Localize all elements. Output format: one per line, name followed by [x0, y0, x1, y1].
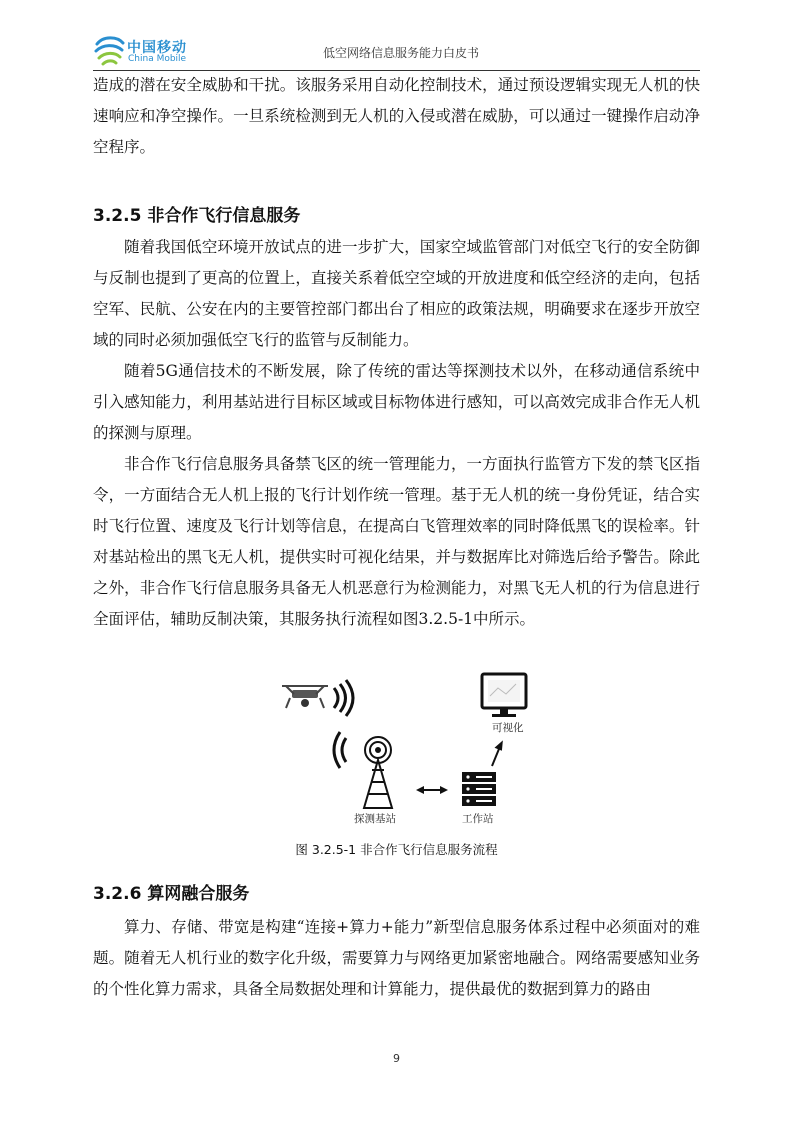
paragraph-compute-network: 算力、存储、带宽是构建“连接+算力+能力”新型信息服务体系过程中必须面对的难题。随着无人机行业的数字化升级，需要算力与网络更加紧密地融合。网络需要感知业务的个性化算力需求，具备全局数据处理和计算能力，提供最优的数据到算力的路由: [93, 918, 700, 998]
logo-english-text: China Mobile: [128, 54, 187, 64]
document-title: 低空网络信息服务能力白皮书: [323, 46, 480, 60]
workstation-icon: [462, 772, 496, 806]
figure-caption: 图 3.2.5-1 非合作飞行信息服务流程: [295, 842, 498, 857]
bidirectional-arrow: [416, 786, 448, 794]
page-number: 9: [393, 1052, 400, 1065]
drone-icon: [282, 680, 353, 716]
section-heading-3-2-5: 3.2.5 非合作飞行信息服务: [93, 206, 301, 226]
label-detection-station: 探测基站: [354, 813, 396, 825]
label-workstation: 工作站: [462, 813, 494, 825]
china-mobile-logo-icon: [93, 34, 125, 66]
arrow-to-visualization: [492, 738, 506, 766]
section-heading-3-2-6: 3.2.6 算网融合服务: [93, 884, 250, 904]
flow-diagram: [276, 668, 566, 828]
figure-service-flow: [276, 668, 566, 828]
page-header: [93, 30, 700, 70]
monitor-icon: [482, 674, 526, 717]
base-station-icon: [334, 732, 392, 808]
china-mobile-logo: [93, 34, 203, 68]
label-visualization: 可视化: [492, 722, 524, 734]
paragraph-continuation: 造成的潜在安全威胁和干扰。该服务采用自动化控制技术，通过预设逻辑实现无人机的快速响应和净空操作。一旦系统检测到无人机的入侵或潜在威胁，可以通过一键操作启动净空程序。: [93, 76, 700, 156]
paragraph-non-cooperative-service: 非合作飞行信息服务具备禁飞区的统一管理能力，一方面执行监管方下发的禁飞区指令，一方面结合无人机上报的飞行计划作统一管理。基于无人机的统一身份凭证，结合实时飞行位置、速度及飞行计划等信息，在提高白飞管理效率的同时降低黑飞的误检率。针对基站检出的黑飞无人机，提供实时可视化结果，并与数据库比对筛选后给予警告。除此之外，非合作飞行信息服务具备无人机恶意行为检测能力，对黑飞无人机的行为信息进行全面评估，辅助反制决策，其服务执行流程如图3.2.5-1中所示。: [93, 455, 700, 628]
paragraph-low-altitude-defense: 随着我国低空环境开放试点的进一步扩大，国家空域监管部门对低空飞行的安全防御与反制也提到了更高的位置上，直接关系着低空空域的开放进度和低空经济的走向，包括空军、民航、公安在内的主要管控部门都出台了相应的政策法规，明确要求在逐步开放空域的同时必须加强低空飞行的监管与反制能力。: [93, 238, 700, 349]
paragraph-5g-sensing: 随着5G通信技术的不断发展，除了传统的雷达等探测技术以外，在移动通信系统中引入感知能力，利用基站进行目标区域或目标物体进行感知，可以高效完成非合作无人机的探测与原理。: [93, 362, 700, 442]
logo-chinese-text: 中国移动: [127, 40, 187, 56]
